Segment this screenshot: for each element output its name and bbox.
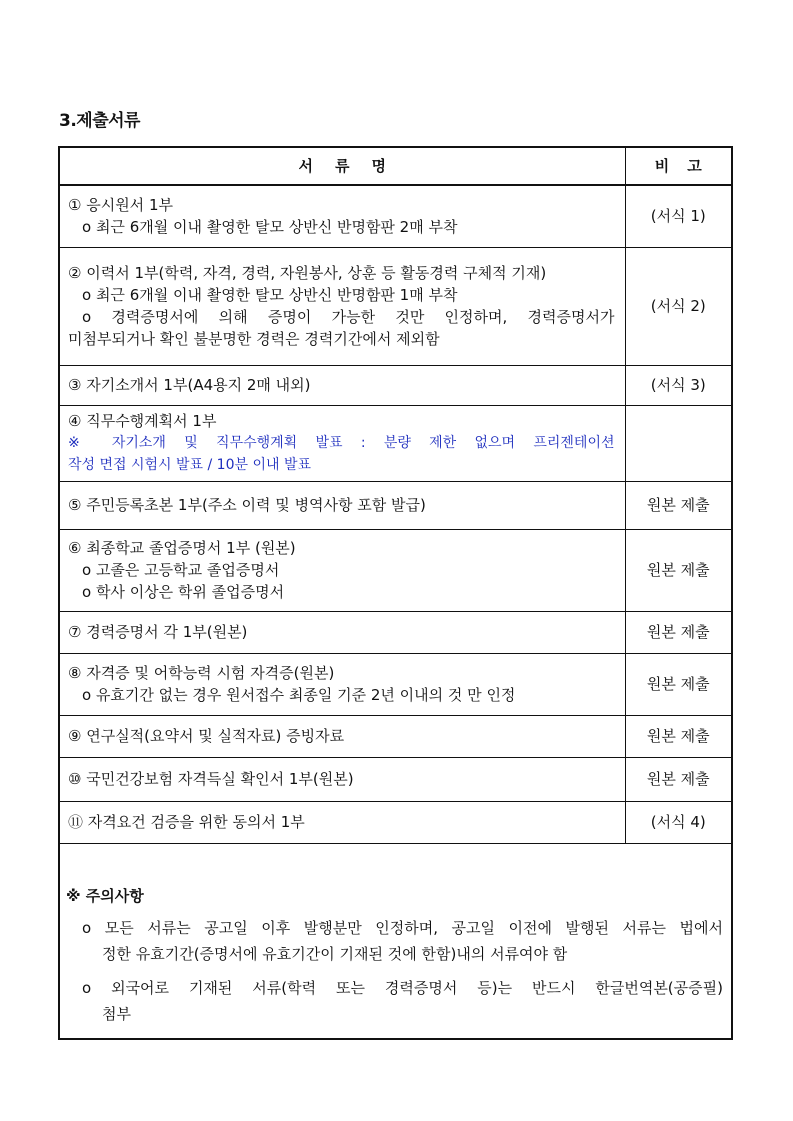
document-detail: o 최근 6개월 이내 촬영한 탈모 상반신 반명함판 1매 부착 (82, 286, 458, 304)
table-row (59, 481, 732, 529)
document-cell (59, 801, 625, 843)
notes-row (59, 843, 732, 1039)
note-item (82, 975, 723, 1027)
document-title: ⑧ 자격증 및 어학능력 시험 자격증(원본) (68, 664, 335, 682)
header-remarks: 비고 (625, 147, 732, 185)
document-cell (59, 481, 625, 529)
table-row (59, 757, 732, 801)
table-row (59, 529, 732, 611)
document-title: ⑪ 자격요건 검증을 위한 동의서 1부 (68, 813, 305, 831)
table-row (59, 715, 732, 757)
document-title: ⑨ 연구실적(요약서 및 실적자료) 증빙자료 (68, 727, 345, 745)
table-row (59, 185, 732, 247)
remark-cell: (서식 2) (625, 247, 732, 365)
remark-cell: 원본 제출 (625, 715, 732, 757)
document-cell (59, 365, 625, 405)
table-row (59, 801, 732, 843)
document-cell (59, 653, 625, 715)
remark-cell: 원본 제출 (625, 529, 732, 611)
document-cell (59, 611, 625, 653)
document-cell (59, 247, 625, 365)
remark-cell: (서식 1) (625, 185, 732, 247)
document-title: ⑤ 주민등록초본 1부(주소 이력 및 병역사항 포함 발급) (68, 496, 426, 514)
document-title: ③ 자기소개서 1부(A4용지 2매 내외) (68, 376, 311, 394)
document-detail: o 유효기간 없는 경우 원서접수 최종일 기준 2년 이내의 것 만 인정 (82, 686, 516, 704)
presentation-notice: ※ 자기소개 및 직무수행계획 발표 : 분량 제한 없으며 프리젠테이션 (68, 435, 615, 451)
table-row (59, 405, 732, 481)
document-title: ⑦ 경력증명서 각 1부(원본) (68, 623, 248, 641)
document-title: ④ 직무수행계획서 1부 (68, 412, 217, 430)
presentation-notice-continued: 작성 면접 시험시 발표 / 10분 이내 발표 (68, 457, 312, 473)
document-cell (59, 529, 625, 611)
document-detail: o 고졸은 고등학교 졸업증명서 (82, 561, 280, 579)
remark-cell: (서식 3) (625, 365, 732, 405)
document-cell (59, 757, 625, 801)
document-detail: o 최근 6개월 이내 촬영한 탈모 상반신 반명함판 2매 부착 (82, 218, 458, 237)
note-item (82, 915, 723, 967)
notes-cell (59, 843, 732, 1039)
table-row (59, 653, 732, 715)
note-text: o 모든 서류는 공고일 이후 발행분만 인정하며, 공고일 이전에 발행된 서류는 법에서 (82, 918, 723, 937)
table-row (59, 611, 732, 653)
section-title: 3.제출서류 (59, 111, 140, 131)
remark-cell: (서식 4) (625, 801, 732, 843)
document-title: ② 이력서 1부(학력, 자격, 경력, 자원봉사, 상훈 등 활동경력 구체적 기재) (68, 264, 547, 282)
remark-cell: 원본 제출 (625, 481, 732, 529)
document-title: ① 응시원서 1부 (68, 196, 173, 215)
document-detail-continued: 미첨부되거나 확인 불분명한 경력은 경력기간에서 제외함 (68, 330, 440, 348)
required-documents-table (58, 146, 733, 1040)
table-row (59, 247, 732, 365)
table-row (59, 365, 732, 405)
remark-cell: 원본 제출 (625, 757, 732, 801)
remark-cell: 원본 제출 (625, 611, 732, 653)
remark-cell (625, 405, 732, 481)
notes-title: ※ 주의사항 (66, 886, 144, 905)
document-title: ⑩ 국민건강보험 자격득실 확인서 1부(원본) (68, 770, 354, 788)
document-cell (59, 405, 625, 481)
document-title: ⑥ 최종학교 졸업증명서 1부 (원본) (68, 539, 296, 557)
note-text-continued: 첨부 (102, 1004, 131, 1023)
document-detail: o 학사 이상은 학위 졸업증명서 (82, 583, 285, 601)
table-header-row (59, 147, 732, 185)
note-text-continued: 정한 유효기간(증명서에 유효기간이 기재된 것에 한함)내의 서류여야 함 (102, 944, 568, 963)
note-text: o 외국어로 기재된 서류(학력 또는 경력증명서 등)는 반드시 한글번역본(공증필) (82, 978, 723, 997)
remark-cell: 원본 제출 (625, 653, 732, 715)
document-cell (59, 715, 625, 757)
header-document-name: 서류명 (59, 147, 625, 185)
document-cell (59, 185, 625, 247)
document-detail: o 경력증명서에 의해 증명이 가능한 것만 인정하며, 경력증명서가 (82, 308, 615, 326)
